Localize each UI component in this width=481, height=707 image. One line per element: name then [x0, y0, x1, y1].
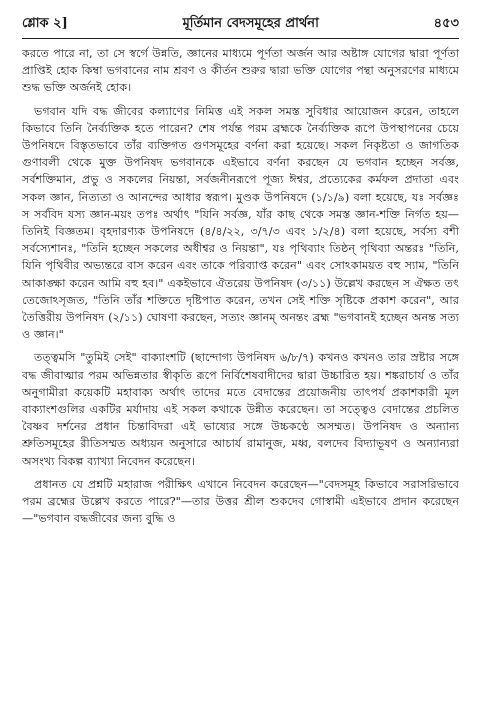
body-text: [22, 45, 459, 527]
paragraph: তত্ত্বমসি "তুমিই সেই" বাক্যাংশটি (ছান্দোগ্য উপনিষদ ৬/৮/৭) কখনও কখনও তার স্রষ্টার সঙ্গে বদ্ধ জীবাত্মার পরম অভিন্নতার স্বীকৃতি রূপে নির্বিশেষবাদীদের দ্বারা উচ্চারিত হয়। শঙ্করাচার্য ও তাঁর অনুগামীরা কয়েকটি মহাবাক্য অর্থাৎ তাদের মতে বেদান্তের প্রয়োজনীয় তাৎপর্য প্রকাশকারী মূল বাক্যাংশগুলির একটির মর্যাদায় এই সকল কথাকে উন্নীত করেছেন। তা সত্ত্বেও বেদান্তের প্রচলিত বৈষ্ণব দর্শনের প্রধান চিন্তাবিদরা এই ভাষ্যের সঙ্গে উচ্চকণ্ঠে অসম্মত। উপনিষদ ও অন্যান্য শ্রুতিসমূহের রীতিসম্মত অধ্যয়ন অনুসারে আচার্য রামানুজ, মধ্ব, বলদেব বিদ্যাভূষণ ও অন্যান্যরা অসংখ্য বিকল্প ব্যাখ্যা নিবেদন করেছেন।: [22, 351, 459, 468]
verse-label: শ্লোক ২]: [22, 16, 68, 31]
page-header: [22, 14, 459, 34]
paragraph: প্রধানত যে প্রশ্নটি মহারাজ পরীক্ষিৎ এখানে নিবেদন করেছেন—"বেদসমূহ কিভাবে সরাসরিভাবে পরম ব্রহ্মের উল্লেখ করতে পারে?"—তার উত্তর শ্রীল শুকদেব গোস্বামী এইভাবে প্রদান করেছেন—"ভগবান বদ্ধজীবের জন্য বুদ্ধি ও: [22, 477, 459, 526]
chapter-title: মূর্তিমান বেদসমূহের প্রার্থনা: [182, 16, 319, 31]
header-rule: [22, 38, 459, 39]
paragraph: ভগবান যদি বদ্ধ জীবের কল্যাণের নিমিত্ত এই সকল সমস্ত সুবিধার আয়োজন করেন, তাহলে কিভাবে তিনি নৈর্ব্যক্তিক হতে পারেন? শেষ পর্যন্ত পরম ব্রহ্মকে নৈর্ব্যক্তিক রূপে উপস্থাপনের চেয়ে উপনিষদে বিস্তৃতভাবে তাঁর ব্যক্তিগত গুণসমূহের বর্ণনা করা হয়েছে। সকল নিকৃষ্টতা ও জাগতিক গুণাবলী থেকে মুক্ত উপনিষদ ভগবানকে এইভাবে বর্ণনা করছেন যে ভগবান হচ্ছেন সর্বজ্ঞ, সর্বশক্তিমান, প্রভু ও সকলের নিয়ন্তা, সর্বজনীনরূপে পূজ্য ঈশ্বর, প্রত্যেকের কর্মফল প্রদাতা এবং সকল জ্ঞান, নিত্যতা ও আনন্দের আধার স্বরূপ। মুণ্ডক উপনিষদে (১/১/৯) বলা হয়েছে, যঃ সর্বজ্ঞঃ স সর্ববিদ যস্য জ্ঞান-ময়ং তপঃ অর্থাৎ "যিনি সর্বজ্ঞ, যাঁর কাছ থেকে সমস্ত জ্ঞান-শক্তি নির্গত হয়—তিনিই বিজ্ঞতম। বৃহদারণ্যক উপনিষদে (৪/৪/২২, ৩/৭/৩ এবং ১/২/৪) বলা হয়েছে, সর্বস্য বশী সর্বস্যেশানঃ, "তিনি হচ্ছেন সকলের অধীশ্বর ও নিয়ন্তা", যঃ পৃথিব্যাং তিষ্ঠন্ পৃথিব্যা অন্তরঃ "তিনি, যিনি পৃথিবীর অভ্যন্তরে বাস করেন এবং তাকে পরিব্যাপ্ত করেন" এবং সোঽকাময়ত বহু স্যাম, "তিনি আকাঙ্ক্ষা করেন আমি বহু হব।" একইভাবে ঐতরেয় উপনিষদ (৩/১১) উল্লেখ করছেন স ঐক্ষত তৎ তেজোঽসৃজত, "তিনি তাঁর শক্তিতে দৃষ্টিপাত করেন, তখন সেই শক্তি সৃষ্টিকে প্রকাশ করেন", আর তৈত্তিরীয় উপনিষদ (২/১১) ঘোষণা করছেন, সত্যং জ্ঞানম্ অনন্তং ব্রহ্ম "ভগবানই হচ্ছেন অনন্ত সত্য ও জ্ঞান।": [22, 104, 459, 342]
page-number: ৪৫৩: [433, 16, 459, 31]
paragraph: করতে পারে না, তা সে স্বর্গে উন্নতি, জ্ঞানের মাধ্যমে পূর্ণতা অর্জন আর অষ্টাঙ্গ যোগের দ্বারা পূর্ণতা প্রাপ্তিই হোক কিম্বা ভগবানের নাম শ্রবণ ও কীর্তন শুরুর দ্বারা ভক্তি যোগের পন্থা অনুসরণের মাধ্যমে শুদ্ধ ভক্তি অর্জনই হোক।: [22, 47, 459, 95]
